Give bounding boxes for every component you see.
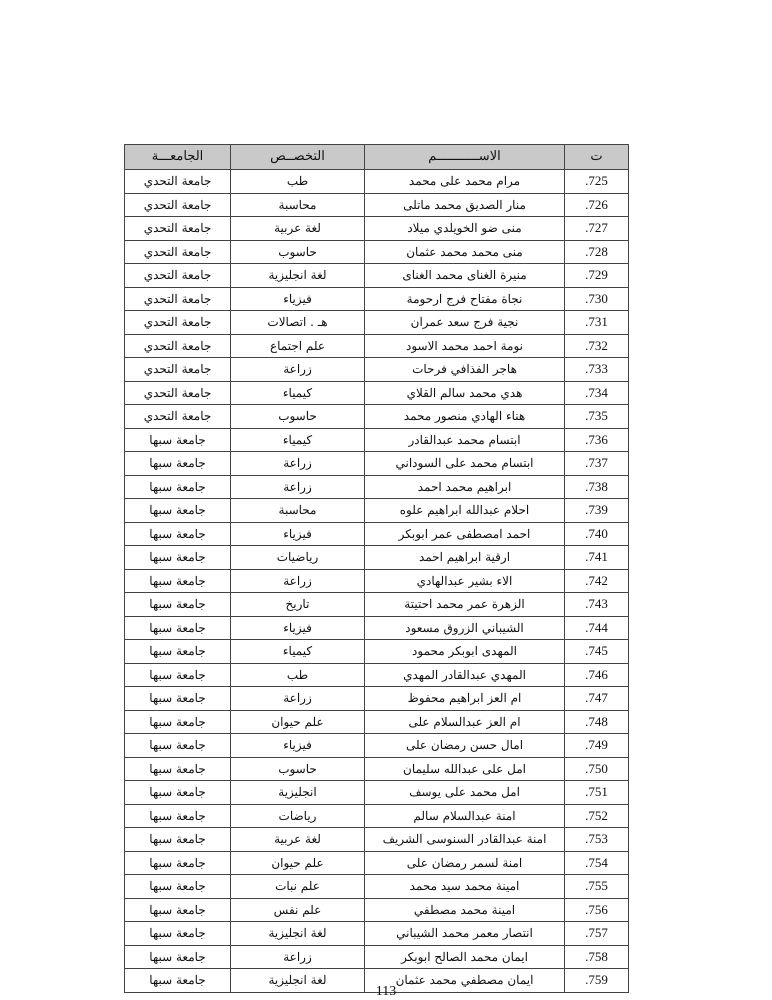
student-name: المهدى ابوبكر محمود: [365, 640, 565, 664]
table-row: [125, 875, 629, 899]
student-name: ام العز عبدالسلام على: [365, 710, 565, 734]
university-cell: جامعة التحدي: [125, 193, 231, 217]
student-name: منى ضو الخويلدي ميلاد: [365, 217, 565, 241]
university-cell: جامعة سبها: [125, 475, 231, 499]
university-cell: جامعة التحدي: [125, 334, 231, 358]
student-name: ابراهيم محمد احمد: [365, 475, 565, 499]
table-row: [125, 781, 629, 805]
table-row: [125, 663, 629, 687]
specialization-cell: علم نبات: [231, 875, 365, 899]
student-name: نجية فرج سعد عمران: [365, 311, 565, 335]
specialization-cell: حاسوب: [231, 240, 365, 264]
row-number: .732: [565, 334, 629, 358]
header-university: الجامعـــة: [125, 145, 231, 170]
row-number: .752: [565, 804, 629, 828]
student-name: هاجر الفذافي فرحات: [365, 358, 565, 382]
row-number: .727: [565, 217, 629, 241]
table-row: [125, 734, 629, 758]
row-number: .734: [565, 381, 629, 405]
table-row: [125, 287, 629, 311]
header-name: الاســـــــــــم: [365, 145, 565, 170]
row-number: .750: [565, 757, 629, 781]
student-name: امنة عبدالسلام سالم: [365, 804, 565, 828]
specialization-cell: فيزياء: [231, 616, 365, 640]
row-number: .731: [565, 311, 629, 335]
row-number: .733: [565, 358, 629, 382]
specialization-cell: رياضيات: [231, 546, 365, 570]
university-cell: جامعة التحدي: [125, 381, 231, 405]
student-name: احمد امصطفى عمر ابوبكر: [365, 522, 565, 546]
header-number: ت: [565, 145, 629, 170]
student-name: ابتسام محمد على السوداني: [365, 452, 565, 476]
table-row: [125, 922, 629, 946]
student-name: منيرة الغناى محمد الغناى: [365, 264, 565, 288]
university-cell: جامعة سبها: [125, 828, 231, 852]
header-specialization: التخصــص: [231, 145, 365, 170]
row-number: .748: [565, 710, 629, 734]
specialization-cell: تاريخ: [231, 593, 365, 617]
row-number: .745: [565, 640, 629, 664]
university-cell: جامعة سبها: [125, 428, 231, 452]
table-row: [125, 405, 629, 429]
student-name: منار الصديق محمد ماتلى: [365, 193, 565, 217]
student-name: امال حسن رمضان على: [365, 734, 565, 758]
student-name: مرام محمد على محمد: [365, 170, 565, 194]
specialization-cell: طب: [231, 170, 365, 194]
specialization-cell: محاسبة: [231, 193, 365, 217]
specialization-cell: رياضات: [231, 804, 365, 828]
university-cell: جامعة سبها: [125, 569, 231, 593]
university-cell: جامعة سبها: [125, 522, 231, 546]
student-name: هناء الهادي منصور محمد: [365, 405, 565, 429]
row-number: .730: [565, 287, 629, 311]
university-cell: جامعة سبها: [125, 781, 231, 805]
specialization-cell: زراعة: [231, 358, 365, 382]
university-cell: جامعة التحدي: [125, 287, 231, 311]
row-number: .744: [565, 616, 629, 640]
student-name: ايمان مصطفي محمد عثمان: [365, 969, 565, 993]
university-cell: جامعة سبها: [125, 546, 231, 570]
row-number: .742: [565, 569, 629, 593]
specialization-cell: زراعة: [231, 452, 365, 476]
specialization-cell: لغة انجليزية: [231, 922, 365, 946]
student-name: امنة عبدالقادر السنوسى الشريف: [365, 828, 565, 852]
specialization-cell: فيزياء: [231, 522, 365, 546]
university-cell: جامعة سبها: [125, 499, 231, 523]
specialization-cell: لغة عربية: [231, 217, 365, 241]
university-cell: جامعة التحدي: [125, 240, 231, 264]
table-row: [125, 593, 629, 617]
row-number: .738: [565, 475, 629, 499]
student-name: نجاة مفتاح فرج ارحومة: [365, 287, 565, 311]
specialization-cell: زراعة: [231, 945, 365, 969]
specialization-cell: علم اجتماع: [231, 334, 365, 358]
table-row: [125, 710, 629, 734]
university-cell: جامعة سبها: [125, 710, 231, 734]
specialization-cell: زراعة: [231, 569, 365, 593]
row-number: .726: [565, 193, 629, 217]
table-row: [125, 475, 629, 499]
university-cell: جامعة التحدي: [125, 405, 231, 429]
row-number: .743: [565, 593, 629, 617]
row-number: .725: [565, 170, 629, 194]
row-number: .741: [565, 546, 629, 570]
student-name: الزهرة عمر محمد احتيتة: [365, 593, 565, 617]
university-cell: جامعة سبها: [125, 734, 231, 758]
row-number: .729: [565, 264, 629, 288]
university-cell: جامعة التحدي: [125, 311, 231, 335]
row-number: .746: [565, 663, 629, 687]
specialization-cell: علم حيوان: [231, 851, 365, 875]
table-row: [125, 898, 629, 922]
university-cell: جامعة التحدي: [125, 217, 231, 241]
university-cell: جامعة سبها: [125, 875, 231, 899]
row-number: .758: [565, 945, 629, 969]
university-cell: جامعة سبها: [125, 851, 231, 875]
specialization-cell: انجليزية: [231, 781, 365, 805]
student-name: انتصار معمر محمد الشيباني: [365, 922, 565, 946]
specialization-cell: لغة انجليزية: [231, 969, 365, 993]
student-name: الاء بشير عبدالهادي: [365, 569, 565, 593]
specialization-cell: فيزياء: [231, 287, 365, 311]
student-name: منى محمد محمد عثمان: [365, 240, 565, 264]
row-number: .735: [565, 405, 629, 429]
row-number: .737: [565, 452, 629, 476]
table-row: [125, 945, 629, 969]
table-row: [125, 569, 629, 593]
row-number: .751: [565, 781, 629, 805]
table-row: [125, 381, 629, 405]
university-cell: جامعة سبها: [125, 922, 231, 946]
student-name: الشيباني الزروق مسعود: [365, 616, 565, 640]
row-number: .740: [565, 522, 629, 546]
table-row: [125, 757, 629, 781]
specialization-cell: حاسوب: [231, 757, 365, 781]
row-number: .739: [565, 499, 629, 523]
university-cell: جامعة التحدي: [125, 170, 231, 194]
table-row: [125, 546, 629, 570]
student-name: امل محمد على يوسف: [365, 781, 565, 805]
table-row: [125, 193, 629, 217]
table-row: [125, 334, 629, 358]
row-number: .757: [565, 922, 629, 946]
university-cell: جامعة سبها: [125, 969, 231, 993]
table-row: [125, 428, 629, 452]
specialization-cell: علم حيوان: [231, 710, 365, 734]
specialization-cell: كيمياء: [231, 428, 365, 452]
row-number: .756: [565, 898, 629, 922]
university-cell: جامعة سبها: [125, 945, 231, 969]
table-row: [125, 640, 629, 664]
specialization-cell: هـ . اتصالات: [231, 311, 365, 335]
student-name: المهدي عبدالقادر المهدي: [365, 663, 565, 687]
header-row: [125, 145, 629, 170]
row-number: .754: [565, 851, 629, 875]
university-cell: جامعة التحدي: [125, 358, 231, 382]
table-row: [125, 358, 629, 382]
row-number: .749: [565, 734, 629, 758]
specialization-cell: فيزياء: [231, 734, 365, 758]
university-cell: جامعة سبها: [125, 898, 231, 922]
page-number: 113: [375, 984, 397, 999]
university-cell: جامعة سبها: [125, 804, 231, 828]
row-number: .759: [565, 969, 629, 993]
student-name: نومة احمد محمد الاسود: [365, 334, 565, 358]
table-row: [125, 170, 629, 194]
student-name: امنة لسمر رمضان على: [365, 851, 565, 875]
students-table: [124, 144, 629, 993]
specialization-cell: كيمياء: [231, 381, 365, 405]
table-row: [125, 499, 629, 523]
specialization-cell: حاسوب: [231, 405, 365, 429]
university-cell: جامعة سبها: [125, 593, 231, 617]
specialization-cell: كيمياء: [231, 640, 365, 664]
row-number: .753: [565, 828, 629, 852]
university-cell: جامعة سبها: [125, 452, 231, 476]
university-cell: جامعة سبها: [125, 640, 231, 664]
specialization-cell: لغة انجليزية: [231, 264, 365, 288]
table-row: [125, 828, 629, 852]
student-name: ابتسام محمد عبدالقادر: [365, 428, 565, 452]
student-name: ارقية ابراهيم احمد: [365, 546, 565, 570]
specialization-cell: زراعة: [231, 687, 365, 711]
table-row: [125, 217, 629, 241]
table-row: [125, 240, 629, 264]
table-row: [125, 851, 629, 875]
university-cell: جامعة سبها: [125, 757, 231, 781]
table-row: [125, 804, 629, 828]
row-number: .728: [565, 240, 629, 264]
specialization-cell: لغة عربية: [231, 828, 365, 852]
student-name: امينة محمد سيد محمد: [365, 875, 565, 899]
specialization-cell: زراعة: [231, 475, 365, 499]
specialization-cell: طب: [231, 663, 365, 687]
table-row: [125, 616, 629, 640]
university-cell: جامعة سبها: [125, 687, 231, 711]
university-cell: جامعة سبها: [125, 616, 231, 640]
specialization-cell: علم نفس: [231, 898, 365, 922]
table-row: [125, 522, 629, 546]
row-number: .747: [565, 687, 629, 711]
university-cell: جامعة التحدي: [125, 264, 231, 288]
student-name: ام العز ابراهيم محفوظ: [365, 687, 565, 711]
table-row: [125, 311, 629, 335]
table-row: [125, 687, 629, 711]
table-header: [125, 145, 629, 170]
row-number: .755: [565, 875, 629, 899]
row-number: .736: [565, 428, 629, 452]
student-name: امل على عبدالله سليمان: [365, 757, 565, 781]
student-name: ايمان محمد الصالح ابوبكر: [365, 945, 565, 969]
university-cell: جامعة سبها: [125, 663, 231, 687]
table-row: [125, 264, 629, 288]
table-body: [125, 170, 629, 993]
student-name: هدي محمد سالم القلاي: [365, 381, 565, 405]
specialization-cell: محاسبة: [231, 499, 365, 523]
student-name: امينة محمد مصطفي: [365, 898, 565, 922]
table-row: [125, 452, 629, 476]
student-name: احلام عبدالله ابراهيم علوه: [365, 499, 565, 523]
